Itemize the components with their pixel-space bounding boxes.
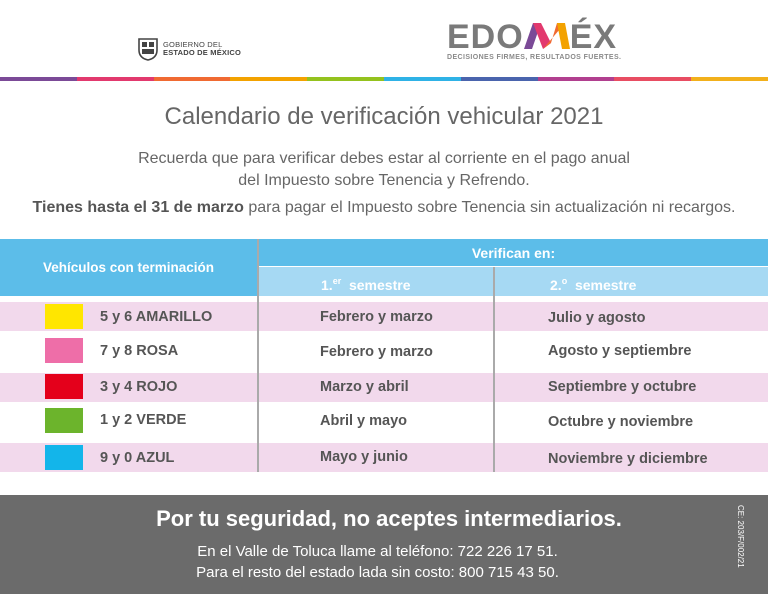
plate-label: 9 y 0 AZUL [100,450,175,466]
strip-segment [384,77,461,81]
footer [0,495,768,594]
subtitle-line1: Recuerda que para verificar debes estar al corriente en el pago anual [138,150,630,167]
strip-segment [461,77,538,81]
header-vehicles: Vehículos con terminación [0,239,257,296]
strip-segment [77,77,154,81]
color-swatch [45,338,83,363]
gobierno-line1: GOBIERNO DEL [163,40,223,49]
edomex-prefix: EDO [447,18,524,56]
color-swatch [45,445,83,470]
deadline-bold: Tienes hasta el 31 de marzo [32,199,244,216]
header [0,0,768,78]
page-title: Calendario de verificación vehicular 2021 [164,103,604,130]
header-semester-1: 1.$^{er}$ semestre [259,267,493,296]
plate-label: 5 y 6 AMARILLO [100,309,213,325]
semester1-months: Marzo y abril [320,379,409,395]
color-swatch [45,374,83,399]
footer-phone-state: Para el resto del estado lada sin costo: 800 715 43 50. [196,564,559,581]
semester1-months: Febrero y marzo [320,309,433,325]
table-row [0,373,768,402]
deadline-rest: para pagar el Impuesto sobre Tenencia sin actualización ni recargos. [243,199,736,216]
edomex-m-mark [524,23,570,49]
subtitle-line2: del Impuesto sobre Tenencia y Refrendo. [238,172,530,189]
edomex-slogan: DECISIONES FIRMES, RESULTADOS FUERTES. [447,54,622,61]
document-code: CE: 203/F/002/21 [736,505,745,568]
strip-segment [307,77,384,81]
gobierno-line2: ESTADO DE MÉXICO [163,48,242,57]
plate-label: 1 y 2 VERDE [100,412,187,428]
coat-of-arms-icon [137,37,159,61]
strip-segment [230,77,307,81]
color-swatch [45,304,83,329]
table-row [0,336,768,365]
plate-label: 3 y 4 ROJO [100,379,178,395]
footer-headline: Por tu seguridad, no aceptes intermediarios. [156,506,622,531]
table-row [0,302,768,331]
header-verifican: Verifican en: [259,239,768,266]
edomex-logo [447,19,647,61]
color-strip [0,77,768,81]
semester2-months: Agosto y septiembre [548,343,692,359]
gobierno-logo [137,37,241,61]
semester2-months: Octubre y noviembre [548,414,694,430]
strip-segment [538,77,615,81]
strip-segment [154,77,231,81]
table-row [0,443,768,472]
color-swatch [45,408,83,433]
column-divider [257,239,259,472]
semester1-months: Mayo y junio [320,449,408,465]
semester2-months: Noviembre y diciembre [548,451,708,467]
strip-segment [691,77,768,81]
semester2-months: Julio y agosto [548,310,646,326]
strip-segment [0,77,77,81]
edomex-suffix: ÉX [569,18,618,56]
plate-label: 7 y 8 ROSA [100,343,179,359]
semester2-months: Septiembre y octubre [548,379,697,395]
deadline-notice [0,199,768,217]
header-semester-2: 2.$^o$ semestre [495,267,768,296]
semester1-months: Febrero y marzo [320,344,433,360]
strip-segment [614,77,691,81]
semester1-months: Abril y mayo [320,413,408,429]
table-row [0,406,768,435]
column-divider [493,267,495,472]
footer-phone-toluca: En el Valle de Toluca llame al teléfono: 722 226 17 51. [197,543,558,560]
